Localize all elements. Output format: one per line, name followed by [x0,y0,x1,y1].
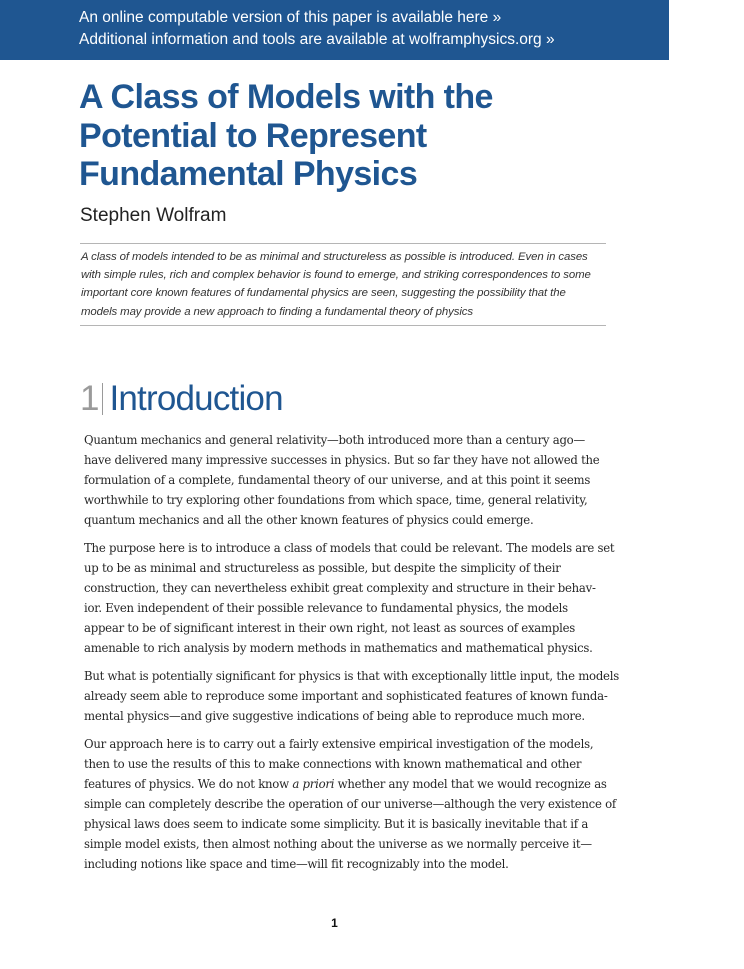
abstract-line: models may provide a new approach to finding a fundamental theory of physics [81,305,473,318]
section-heading [80,378,283,420]
text-line: ior. Even independent of their possible relevance to fundamental physics, the models [84,601,568,615]
paragraph [84,430,606,530]
text-line: appear to be of significant interest in their own right, not least as sources of examples [84,621,575,635]
text-line: The purpose here is to introduce a class of models that could be relevant. The models are set [84,541,615,555]
section-number: 1 [80,379,99,418]
abstract [80,243,606,326]
text-line: simple can completely describe the operation of our universe—although the very existence of [84,797,616,811]
text-line: construction, they can nevertheless exhibit great complexity and structure in their behav- [84,581,596,595]
text-line: Quantum mechanics and general relativity—both introduced more than a century ago— [84,433,585,447]
author-name: Stephen Wolfram [80,205,227,226]
text-line: quantum mechanics and all the other known features of physics could emerge. [84,513,534,527]
text-line: mental physics—and give suggestive indications of being able to reproduce much more. [84,709,585,723]
page-number: 1 [331,916,338,930]
paper-title [79,78,639,194]
text-line: then to use the results of this to make connections with known mathematical and other [84,757,582,771]
text-fragment: features of physics. We do not know [84,777,293,791]
title-line: A Class of Models with the [79,78,493,116]
abstract-line: important core known features of fundamental physics are seen, suggesting the possibility that the [81,287,566,300]
text-line: worthwhile to try exploring other foundations from which space, time, general relativity, [84,493,588,507]
wolframphysics-link[interactable]: Additional information and tools are available at wolframphysics.org » [79,31,555,48]
section-divider [102,383,103,415]
title-line: Fundamental Physics [79,155,418,193]
text-fragment: whether any model that we would recognize as [334,777,607,791]
text-line: But what is potentially significant for physics is that with exceptionally little input, the models [84,669,619,683]
text-line: Our approach here is to carry out a fairly extensive empirical investigation of the models, [84,737,594,751]
text-line [84,774,606,794]
section-title: Introduction [109,379,283,418]
text-line: up to be as minimal and structureless as possible, but despite the simplicity of their [84,561,561,575]
text-line: simple model exists, then almost nothing about the universe as we normally perceive it— [84,837,592,851]
title-line: Potential to Represent [79,116,427,155]
abstract-line: A class of models intended to be as minimal and structureless as possible is introduced. Even in cases [81,251,588,263]
paragraph [84,666,619,726]
top-banner [0,0,669,60]
paragraph [84,734,616,874]
italic-term: a priori [292,777,335,791]
text-line: already seem able to reproduce some important and sophisticated features of known funda- [84,689,608,703]
text-line: physical laws does seem to indicate some simplicity. But it is basically inevitable that if a [84,817,589,831]
abstract-line: with simple rules, rich and complex behavior is found to emerge, and striking correspondences to some [81,269,591,282]
text-line: amenable to rich analysis by modern methods in mathematics and mathematical physics. [84,641,593,655]
computable-version-link[interactable]: An online computable version of this paper is available here » [79,9,502,26]
text-line: have delivered many impressive successes in physics. But so far they have not allowed the [84,453,600,467]
paragraph [84,538,615,658]
text-line: formulation of a complete, fundamental theory of our universe, and at this point it seems [84,473,591,487]
text-line: including notions like space and time—will fit recognizably into the model. [84,857,509,871]
